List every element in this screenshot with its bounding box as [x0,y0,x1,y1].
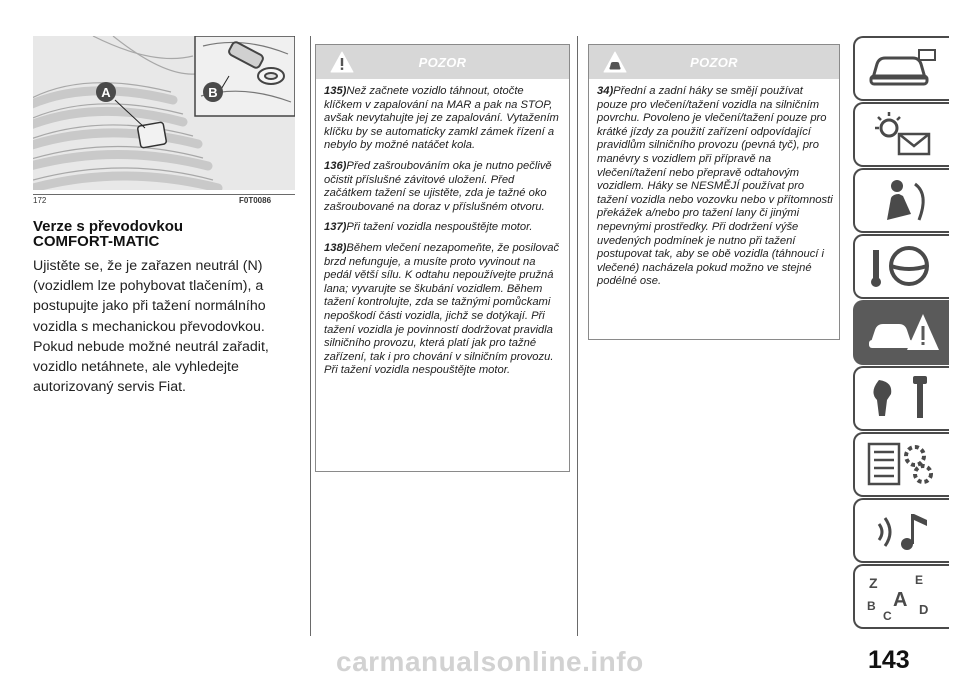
warning-item [324,221,563,235]
tab-warning-lights[interactable] [853,102,949,167]
warning-header [316,45,569,79]
index-letter: C [883,609,892,622]
emergency-breakdown-icon [863,306,943,358]
section-paragraph: Ujistěte se, že je zařazen neutrál (N) (vozidlem lze pohybovat tlačením), a postupujte jako při tažení normálního vozidla s mechanickou převodovkou. Pokud nebude možné neutrál zařadit, vozidlo netáhnete, ale vyhledejte autorizovaný servis Fiat. [33,258,269,396]
warning-body [316,79,569,378]
warning-title: POZOR [690,55,738,70]
warning-body [589,79,839,289]
warning-item-text: Před zašroubováním oka je nutno pečlivě očistit příslušné závitové uložení. Před začátkem tažení se ujistěte, zda je tažné oko zašroubované na doraz v příslušném otvoru. [324,159,552,213]
technical-data-icon [863,438,943,490]
warning-item-number: 136) [324,159,347,172]
figure-code: F0T0086 [239,196,272,205]
warning-item [324,242,563,378]
warning-item-text: Než začnete vozidlo táhnout, otočte klíčkem v zapalování na MAR a pak na STOP, avšak nevytahujte jej ze zapalování. Vytažením klíčku by se automaticky zamkl zámek řízení a nebylo by možné natáčet kola. [324,85,559,152]
tab-emergency[interactable] [853,300,949,365]
warning-title: POZOR [418,55,467,70]
section-heading-line2: COMFORT-MATIC [33,233,160,250]
tab-dashboard[interactable] [853,36,949,101]
tab-technical-data[interactable] [853,432,949,497]
warning-item [324,160,563,214]
warning-box-right [588,44,840,340]
warning-item-text: Při tažení vozidla nespouštějte motor. [346,221,533,234]
index-letter: A [893,589,908,611]
tab-multimedia[interactable] [853,498,949,563]
warning-item [324,85,563,153]
car-dashboard-icon [863,42,943,94]
page-number: 143 [868,646,910,674]
warning-item-number: 34) [597,85,614,97]
label-a: A [101,85,111,100]
warning-box-left [315,44,570,472]
index-letter: D [919,602,929,617]
figure-caption-rule [33,194,295,195]
warning-item-number: 135) [324,85,347,97]
warning-header [589,45,839,79]
maintenance-wrench-icon [863,372,943,424]
warning-item-text: Během vlečení nezapomeňte, že posilovač brzd nefunguje, a musíte proto vyvinout na pedál větší sílu. K odtahu nepoužívejte pružná lana; vyvarujte se škubání vozidlem. Během tažení kontrolujte, zda se tažnými pomůckami nepoškodí části vozidla, jichž se dotýkají. Při tažení vozidla je povinností dodržovat pravidla silničního provozu, která platí jak pro tažné zařízení, tak i pro chování v silničním provozu. Při tažení vozidla nespouštějte motor. [324,241,560,377]
section-heading-line1: Verze s převodovkou [33,218,184,235]
column-divider [310,36,311,636]
figure-page-ref: 172 [33,196,47,205]
warning-lights-icon [863,108,943,160]
column-divider [577,36,578,636]
multimedia-icon [863,504,943,556]
index-letter: E [915,573,924,587]
towing-eye-illustration [33,36,295,190]
tab-safety[interactable] [853,168,949,233]
index-letter: B [867,599,876,613]
warning-item [597,85,833,289]
watermark: carmanualsonline.info [336,646,644,677]
warning-item-number: 137) [324,221,347,234]
warning-item-text: Přední a zadní háky se smějí používat pouze pro vlečení/tažení vozidla na silničním povrchu. Povoleno je vlečení/tažení pouze pro krátké jízdy za použití zařízení odpovídající pravidlům silničního provozu (pevná tyč), pro manévry s vozidlem při přípravě na vlečení/tažení nebo přepravě odtahovým vozidlem. Háky se NESMĚJÍ používat pro tažení vozidla nebo vozovku nebo v přítomnosti překážek a/nebo pro tažení lany či jinými nepevnými prostředky. Při dodržení výše uvedených podmínek je nutno při tažení postupovat tak, aby se obě vozidla (táhnoucí i vlečené) nacházela pokud možno ve stejné podélné ose. [597,85,833,288]
tab-index[interactable] [853,564,949,629]
safety-airbag-icon [863,174,943,226]
steering-wheel-icon [863,240,943,292]
warning-item-number: 138) [324,241,347,254]
index-letter: Z [869,575,878,591]
tab-driving[interactable] [853,234,949,299]
section-heading [33,219,295,249]
index-az-icon [863,570,943,622]
tab-maintenance[interactable] [853,366,949,431]
label-b: B [208,85,218,100]
